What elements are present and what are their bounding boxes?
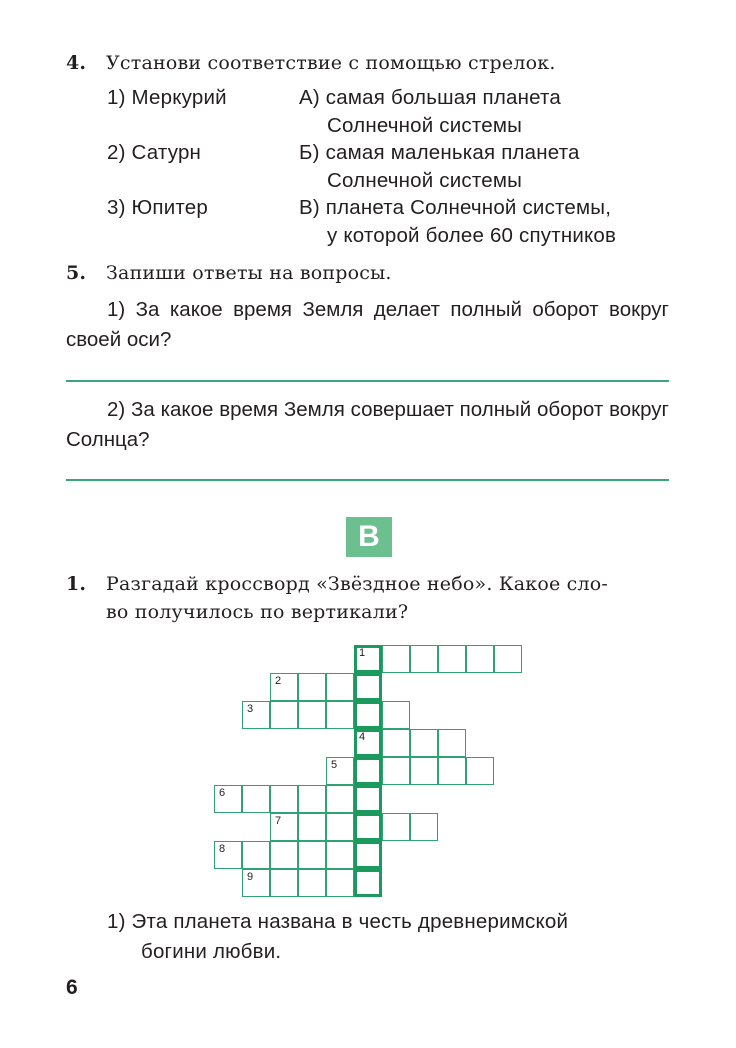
- crossword-cell[interactable]: [382, 701, 410, 729]
- crossword-cell[interactable]: [410, 813, 438, 841]
- task4-number: 4.: [66, 52, 87, 74]
- task4-right-item-c: В) планета Солнечной системы,: [299, 196, 612, 219]
- crossword-clue-number: 7: [275, 815, 282, 827]
- crossword-cell[interactable]: [270, 701, 298, 729]
- task4-title-line: [66, 52, 556, 74]
- crossword-cell[interactable]: [494, 645, 522, 673]
- taskB1-title-line-1: [66, 573, 608, 595]
- crossword-cell[interactable]: [438, 645, 466, 673]
- task4-right-item-b: Б) самая маленькая планета: [299, 141, 580, 164]
- crossword-key-cell[interactable]: [354, 841, 382, 869]
- crossword-cell[interactable]: [382, 813, 410, 841]
- task5-title-line: [66, 262, 392, 284]
- crossword-cell[interactable]: [326, 701, 354, 729]
- task5-question-1: 1) За какое время Земля делает полный оборот вокруг своей оси?: [66, 298, 669, 351]
- crossword-key-cell[interactable]: [354, 869, 382, 897]
- taskB1-title-1: Разгадай кроссворд «Звёздное небо». Какое сло-: [106, 573, 609, 595]
- crossword-key-cell[interactable]: [354, 757, 382, 785]
- crossword-cell[interactable]: [242, 785, 270, 813]
- taskB1-title-2: во получилось по вертикали?: [106, 601, 409, 623]
- taskB1-number: 1.: [66, 573, 87, 595]
- crossword-cell[interactable]: [326, 785, 354, 813]
- task4-left-item-3: 3) Юпитер: [107, 196, 208, 219]
- task4-left-item-1: 1) Меркурий: [107, 86, 227, 109]
- crossword-cell[interactable]: [466, 757, 494, 785]
- crossword-cell[interactable]: [438, 757, 466, 785]
- crossword-cell[interactable]: [326, 869, 354, 897]
- task4-left-item-2: 2) Сатурн: [107, 141, 202, 164]
- crossword-cell[interactable]: [242, 841, 270, 869]
- crossword-cell[interactable]: [326, 673, 354, 701]
- page-number: 6: [66, 976, 78, 999]
- task4-right-item-a: А) самая большая планета: [299, 86, 561, 109]
- crossword-cell[interactable]: [410, 757, 438, 785]
- task5-number: 5.: [66, 262, 87, 284]
- crossword-key-cell[interactable]: [354, 701, 382, 729]
- answer-line-1[interactable]: [66, 380, 669, 382]
- task5-question-2: 2) За какое время Земля совершает полный оборот вокруг Солнца?: [66, 398, 669, 451]
- crossword-cell[interactable]: [298, 869, 326, 897]
- crossword-clue-number: 9: [247, 871, 254, 883]
- crossword-cell[interactable]: [466, 645, 494, 673]
- crossword-clue-number: 5: [331, 759, 338, 771]
- crossword-cell[interactable]: [298, 673, 326, 701]
- crossword-key-cell[interactable]: [354, 813, 382, 841]
- crossword-clue-number: 1: [359, 647, 366, 659]
- crossword-key-cell[interactable]: [354, 673, 382, 701]
- clue-1-line-2: богини любви.: [141, 940, 282, 963]
- task5-title: Запиши ответы на вопросы.: [106, 262, 392, 284]
- crossword-cell[interactable]: [270, 841, 298, 869]
- task4-right-item-c-cont: у которой более 60 спутников: [327, 224, 617, 247]
- task4-right-item-a-cont: Солнечной системы: [327, 114, 523, 137]
- crossword-cell[interactable]: [298, 841, 326, 869]
- crossword-cell[interactable]: [298, 701, 326, 729]
- crossword-cell[interactable]: [382, 757, 410, 785]
- task4-title: Установи соответствие с помощью стрелок.: [106, 52, 556, 74]
- section-badge: В: [346, 517, 392, 557]
- crossword-cell[interactable]: [410, 645, 438, 673]
- task4-right-item-b-cont: Солнечной системы: [327, 169, 523, 192]
- crossword-cell[interactable]: [382, 645, 410, 673]
- crossword-cell[interactable]: [298, 813, 326, 841]
- crossword-cell[interactable]: [326, 841, 354, 869]
- crossword-clue-number: 3: [247, 703, 254, 715]
- crossword-clue-number: 6: [219, 787, 226, 799]
- crossword-cell[interactable]: [298, 785, 326, 813]
- crossword-cell[interactable]: [326, 813, 354, 841]
- crossword-cell[interactable]: [438, 729, 466, 757]
- crossword-cell[interactable]: [270, 785, 298, 813]
- crossword-cell[interactable]: [382, 729, 410, 757]
- crossword-key-cell[interactable]: [354, 785, 382, 813]
- crossword-clue-number: 4: [359, 731, 366, 743]
- crossword-cell[interactable]: [270, 869, 298, 897]
- crossword-clue-number: 8: [219, 843, 226, 855]
- answer-line-2[interactable]: [66, 479, 669, 481]
- crossword-clue-number: 2: [275, 675, 282, 687]
- crossword-cell[interactable]: [410, 729, 438, 757]
- clue-1-line-1: 1) Эта планета названа в честь древнеримской: [107, 910, 569, 933]
